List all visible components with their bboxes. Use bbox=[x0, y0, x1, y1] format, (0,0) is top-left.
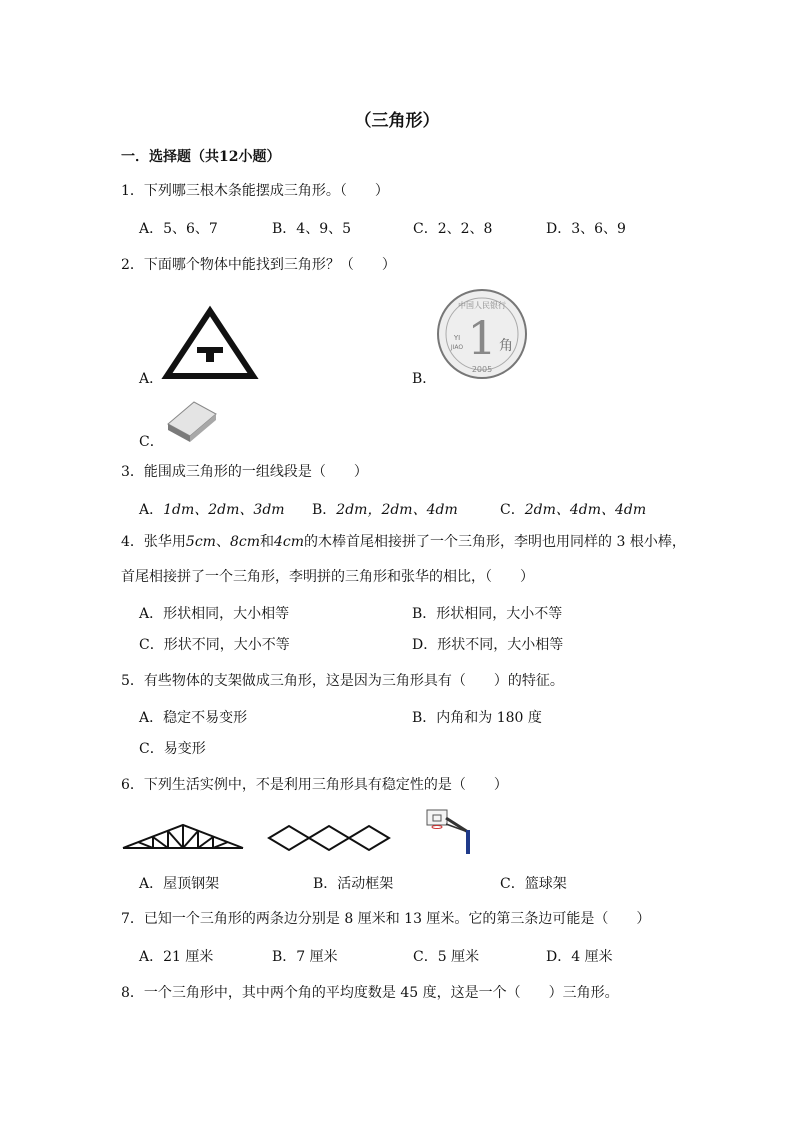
q3-option-b-label: B． bbox=[312, 502, 337, 518]
roof-truss-image bbox=[121, 822, 245, 852]
question-8: 8．一个三角形中，其中两个角的平均度数是 45 度，这是一个（ ）三角形。 bbox=[121, 985, 619, 1001]
q3-option-a-value: 1dm、2dm、3dm bbox=[163, 502, 285, 518]
basketball-stand-image bbox=[424, 806, 476, 856]
q4-length-3: 4cm bbox=[273, 534, 305, 550]
warning-sign-image bbox=[164, 307, 256, 379]
q3-option-a-label: A． bbox=[139, 502, 164, 518]
coin-text: 中国人民银行 bbox=[458, 301, 506, 310]
q5-option-b: B．内角和为 180 度 bbox=[412, 710, 542, 726]
question-7: 7．已知一个三角形的两条边分别是 8 厘米和 13 厘米。它的第三条边可能是（ ） bbox=[121, 911, 651, 927]
coin-jiao: JIAO bbox=[450, 344, 464, 351]
q3-option-c-value: 2dm、4dm、4dm bbox=[524, 502, 647, 518]
page-title: （三角形） bbox=[354, 111, 440, 131]
q2-option-a: A． bbox=[139, 371, 164, 387]
coin-numeral: 1 bbox=[467, 311, 497, 365]
coin-image bbox=[436, 288, 528, 380]
q7-option-c: C．5 厘米 bbox=[413, 949, 480, 965]
q7-option-a: A．21 厘米 bbox=[139, 949, 214, 965]
q4-sep: 、 bbox=[215, 534, 230, 550]
q3-option-b bbox=[312, 499, 458, 519]
section-heading: 一．选择题（共12小题） bbox=[121, 149, 281, 165]
question-3: 3．能围成三角形的一组线段是（ ） bbox=[121, 464, 368, 480]
q3-option-a bbox=[139, 499, 285, 519]
q7-option-d: D．4 厘米 bbox=[546, 949, 613, 965]
question-2: 2．下面哪个物体中能找到三角形？（ ） bbox=[121, 257, 396, 273]
q2-option-b: B． bbox=[412, 371, 437, 387]
q1-option-c: C．2、2、8 bbox=[413, 221, 493, 237]
coin-yi: YI bbox=[453, 334, 461, 342]
coin-char: 角 bbox=[499, 338, 513, 354]
q4-length-2: 8cm bbox=[229, 534, 260, 550]
brick-image bbox=[166, 400, 218, 442]
q3-option-b-value: 2dm，2dm、4dm bbox=[336, 502, 458, 518]
q4-option-b: B．形状相同，大小不等 bbox=[412, 606, 563, 622]
q5-option-a: A．稳定不易变形 bbox=[139, 710, 248, 726]
question-4-line-1 bbox=[121, 531, 686, 551]
coin-year: 2005 bbox=[471, 365, 493, 374]
question-4-line-2: 首尾相接拼了一个三角形，李明拼的三角形和张华的相比，（ ） bbox=[121, 569, 534, 585]
scissor-frame-image bbox=[267, 824, 391, 852]
question-5: 5．有些物体的支架做成三角形，这是因为三角形具有（ ）的特征。 bbox=[121, 673, 564, 689]
q4-option-d: D．形状不同，大小相等 bbox=[412, 637, 564, 653]
q5-option-c: C．易变形 bbox=[139, 741, 206, 757]
q6-option-c: C．篮球架 bbox=[500, 876, 567, 892]
q7-option-b: B．7 厘米 bbox=[272, 949, 338, 965]
q4-and: 和 bbox=[259, 534, 274, 550]
q3-option-c bbox=[500, 499, 646, 519]
question-6: 6．下列生活实例中，不是利用三角形具有稳定性的是（ ） bbox=[121, 777, 508, 793]
q1-option-a: A．5、6、7 bbox=[139, 221, 218, 237]
q4-option-a: A．形状相同，大小相等 bbox=[139, 606, 290, 622]
q3-option-c-label: C． bbox=[500, 502, 525, 518]
q1-option-b: B．4、9、5 bbox=[272, 221, 352, 237]
q4-length-1: 5cm bbox=[185, 534, 216, 550]
q1-option-d: D．3、6、9 bbox=[546, 221, 626, 237]
q4-option-c: C．形状不同，大小不等 bbox=[139, 637, 290, 653]
question-1: 1．下列哪三根木条能摆成三角形。（ ） bbox=[121, 183, 389, 199]
q2-option-c: C． bbox=[139, 434, 164, 450]
q4-text-b: 的木棒首尾相接拼了一个三角形，李明也用同样的 3 根小棒， bbox=[304, 534, 686, 550]
q6-option-a: A．屋顶钢架 bbox=[139, 876, 220, 892]
q6-option-b: B．活动框架 bbox=[313, 876, 394, 892]
q4-text-a: 4．张华用 bbox=[121, 534, 186, 550]
